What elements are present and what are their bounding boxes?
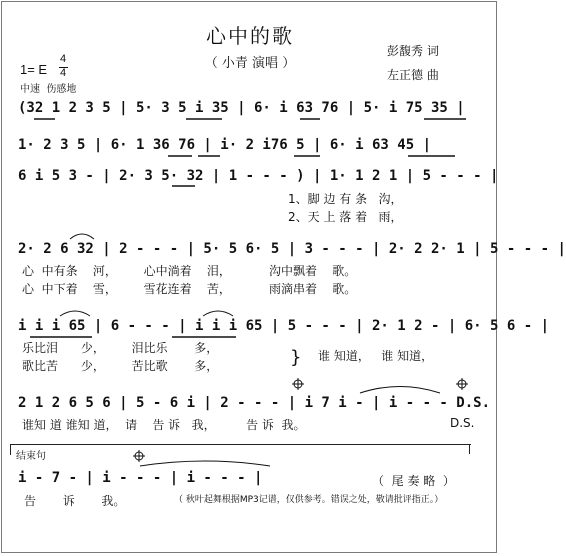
ending-lyrics: 告 诉 我。 xyxy=(24,494,126,508)
ending-bracket-end xyxy=(469,444,470,454)
music-row-2: 1· 2 3 5 | 6· 1 36 76 | i· 2 i76 5 | 6· i 63 45 | xyxy=(18,137,432,153)
ending-label: 结束句 xyxy=(16,451,46,462)
lyrics-row-5-shared: 谁 知道， 谁 知道， xyxy=(318,349,434,363)
lyrics-row-4-verse-1: 心 中有条 河， 心中淌着 泪， 沟中飘着 歌。 xyxy=(22,264,357,278)
verse-brace: } xyxy=(290,347,302,368)
song-title: 心中的歌 xyxy=(206,24,294,48)
singer-credit: （ 小青 演唱 ） xyxy=(204,56,296,71)
outro-note: （ 尾 奏 略 ） xyxy=(372,474,455,488)
dal-segno-label: D.S. xyxy=(450,416,475,430)
lyrics-row-3-verse-2: 2、天 上 落 着 雨， xyxy=(288,210,403,224)
lyrics-row-5-verse-2: 歌比苦 少， 苦比歌 多， xyxy=(22,359,219,373)
music-row-6: 2 1 2 6 5 6 | 5 - 6 i | 2 - - - | i 7 i - | i - - - D.S. xyxy=(18,395,491,411)
lyrics-row-4-verse-2: 心 中下着 雪， 雪花连着 苦， 雨滴串着 歌。 xyxy=(22,282,357,296)
music-row-3: 6 i 5 3 - | 2· 3 5· 32 | 1 - - - ) | 1· 1 2 1 | 5 - - - | xyxy=(18,168,499,184)
lyrics-row-6: 谁知 道 谁知 道， 请 告 诉 我， 告 诉 我。 xyxy=(22,418,306,432)
lyrics-row-5-verse-1: 乐比泪 少， 泪比乐 多， xyxy=(22,341,219,355)
lyricist-credit: 彭馥秀 词 xyxy=(387,44,439,58)
lyrics-row-3-verse-1: 1、脚 边 有 条 沟， xyxy=(288,192,403,206)
music-row-4: 2· 2 6 32 | 2 - - - | 5· 5 6· 5 | 3 - - - | 2· 2 2· 1 | 5 - - - | xyxy=(18,241,566,257)
ending-music: i - 7 - | i - - - | i - - - | xyxy=(18,470,263,486)
time-signature-top: 4 xyxy=(60,53,67,65)
tempo-marking: 中速 伤感地 xyxy=(20,84,77,95)
composer-credit: 左正德 曲 xyxy=(387,68,439,82)
ending-bracket xyxy=(10,444,471,455)
key-signature: 1= E xyxy=(20,62,48,77)
transcription-note: （ 秋叶起舞根据MP3记谱，仅供参考。错误之处，敬请批评指正。） xyxy=(174,495,444,505)
time-signature-bottom: 4 xyxy=(60,67,67,79)
music-row-1: (32 1 2 3 5 | 5· 3 5 i 35 | 6· i 63 76 | 5· i 75 35 | xyxy=(18,100,465,116)
music-row-5: i i i 65 | 6 - - - | i i i 65 | 5 - - - | 2· 1 2 - | 6· 5 6 - | xyxy=(18,318,550,334)
